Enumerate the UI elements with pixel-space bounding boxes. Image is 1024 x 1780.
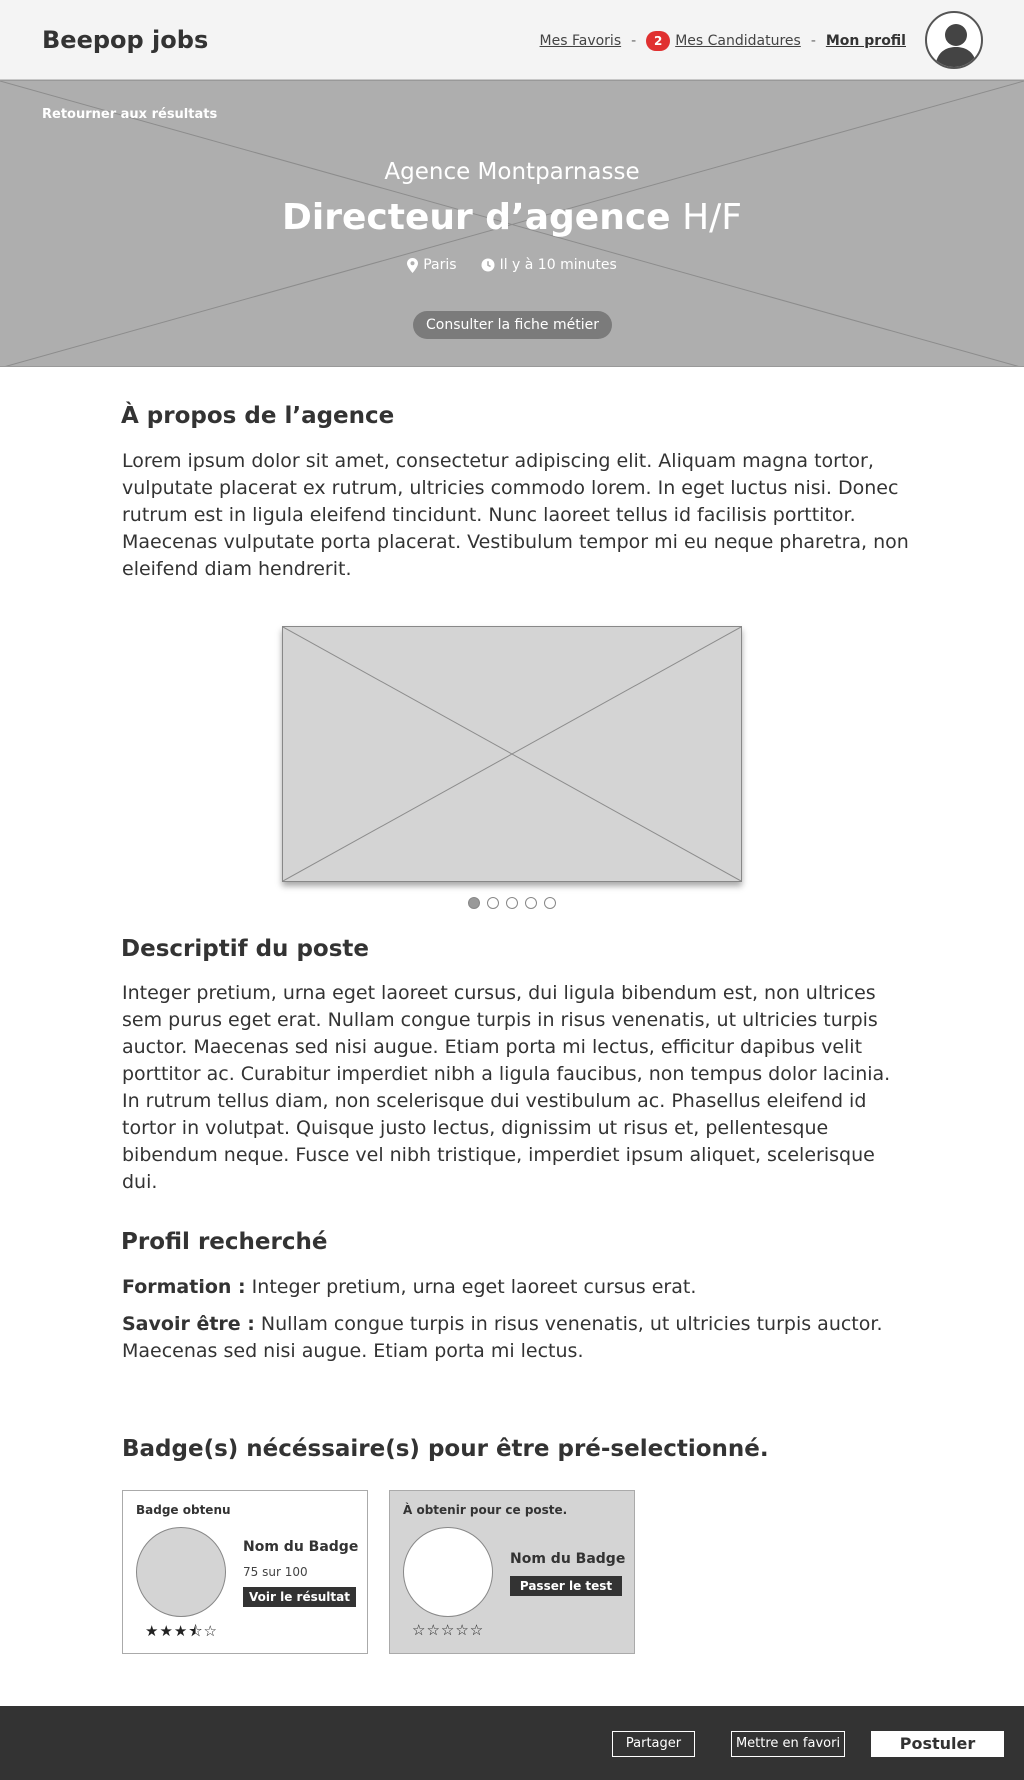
avatar[interactable] <box>925 11 983 69</box>
job-title-suffix: H/F <box>682 197 742 238</box>
carousel-dot[interactable] <box>525 897 537 909</box>
apply-button[interactable]: Postuler <box>871 1731 1004 1757</box>
badges-title: Badge(s) nécéssaire(s) pour être pré-selectionné. <box>122 1436 769 1462</box>
job-title-main: Directeur d’agence <box>282 197 671 238</box>
savoir-etre-label: Savoir être : <box>122 1313 255 1335</box>
savoir-etre-line <box>122 1311 912 1365</box>
nav-separator: - <box>631 33 637 49</box>
badge-score: 75 sur 100 <box>243 1565 308 1579</box>
job-meta <box>0 257 1024 273</box>
formation-line <box>122 1274 912 1301</box>
map-pin-icon <box>407 258 418 273</box>
image-placeholder-icon <box>283 627 741 881</box>
agency-name: Agence Montparnasse <box>384 159 640 185</box>
badge-image <box>136 1527 226 1617</box>
carousel-dot[interactable] <box>487 897 499 909</box>
favorites-link[interactable]: Mes Favoris <box>539 33 622 49</box>
add-favorite-button[interactable]: Mettre en favori <box>731 1731 845 1757</box>
badge-rating-stars: ☆☆☆☆☆ <box>412 1621 485 1639</box>
view-result-button[interactable]: Voir le résultat <box>243 1587 356 1607</box>
carousel-dot[interactable] <box>468 897 480 909</box>
formation-label: Formation : <box>122 1276 246 1298</box>
savoir-etre-text: Nullam congue turpis in risus venenatis, ut ultricies turpis auctor. Maecenas sed nisi augue. Etiam porta mi lectus. <box>122 1313 883 1362</box>
job-posted-time <box>481 257 617 273</box>
profile-link[interactable]: Mon profil <box>825 33 906 49</box>
profile-title: Profil recherché <box>121 1229 328 1255</box>
image-carousel[interactable] <box>282 626 742 882</box>
badge-name: Nom du Badge <box>243 1539 359 1555</box>
badge-card-obtained <box>122 1490 368 1654</box>
badge-name: Nom du Badge <box>510 1551 626 1567</box>
badge-status-label: Badge obtenu <box>136 1503 231 1517</box>
nav-separator: - <box>810 33 816 49</box>
job-title <box>0 197 1024 238</box>
formation-text: Integer pretium, urna eget laoreet cursus erat. <box>245 1276 697 1298</box>
location-text: Paris <box>423 257 457 273</box>
badge-card-todo <box>389 1490 635 1654</box>
carousel-dot[interactable] <box>506 897 518 909</box>
description-text: Integer pretium, urna eget laoreet cursus, dui ligula bibendum est, non ultrices sem purus eget erat. Nullam congue turpis in risus venenatis, ut ultricies turpis auctor. Maecenas sed nisi augue. Etiam porta mi lectus, efficitur dapibus velit porttitor ac. Curabitur imperdiet nibh a ligula faucibus, non tempus dolor lacinia. In rutrum tellus diam, non scelerisque dui vestibulum ac. Phasellus eleifend id tortor in volutpat. Quisque justo lectus, dignissim ut risus et, pellentesque bibendum neque. Fusce vel nibh tristique, imperdiet ipsum aliquet, scelerisque dui. <box>122 982 891 1193</box>
back-to-results-link[interactable]: Retourner aux résultats <box>42 107 218 122</box>
applications-link[interactable]: Mes Candidatures <box>675 33 801 49</box>
applications-count-badge: 2 <box>646 31 670 51</box>
share-button[interactable]: Partager <box>612 1731 695 1757</box>
user-silhouette-icon <box>927 13 983 69</box>
description-title: Descriptif du poste <box>121 936 369 962</box>
top-nav <box>540 31 906 51</box>
carousel-dots <box>0 897 1024 909</box>
top-header <box>0 0 1024 80</box>
carousel-dot[interactable] <box>544 897 556 909</box>
clock-icon <box>481 258 495 272</box>
posted-time-text: Il y à 10 minutes <box>499 257 617 273</box>
action-footer <box>0 1706 1024 1780</box>
badge-image <box>403 1527 493 1617</box>
job-location <box>407 257 456 273</box>
badge-rating-stars: ★★★⯪☆ <box>145 1622 218 1640</box>
about-title: À propos de l’agence <box>121 403 395 429</box>
take-test-button[interactable]: Passer le test <box>510 1576 622 1596</box>
hero-banner <box>0 80 1024 367</box>
badge-status-label: À obtenir pour ce poste. <box>403 1503 568 1517</box>
consult-job-sheet-button[interactable]: Consulter la fiche métier <box>413 311 612 339</box>
about-text: Lorem ipsum dolor sit amet, consectetur adipiscing elit. Aliquam magna tortor, vulputate placerat ex rutrum, ultricies commodo lorem. In eget luctus nisi. Donec rutrum est in ligula eleifend tincidunt. Nunc laoreet tellus id facilisis porttitor. Maecenas vulputate porta placerat. Vestibulum tempor mi eu neque pharetra, non eleifend diam hendrerit. <box>122 450 909 580</box>
brand-logo[interactable]: Beepop jobs <box>42 26 209 54</box>
